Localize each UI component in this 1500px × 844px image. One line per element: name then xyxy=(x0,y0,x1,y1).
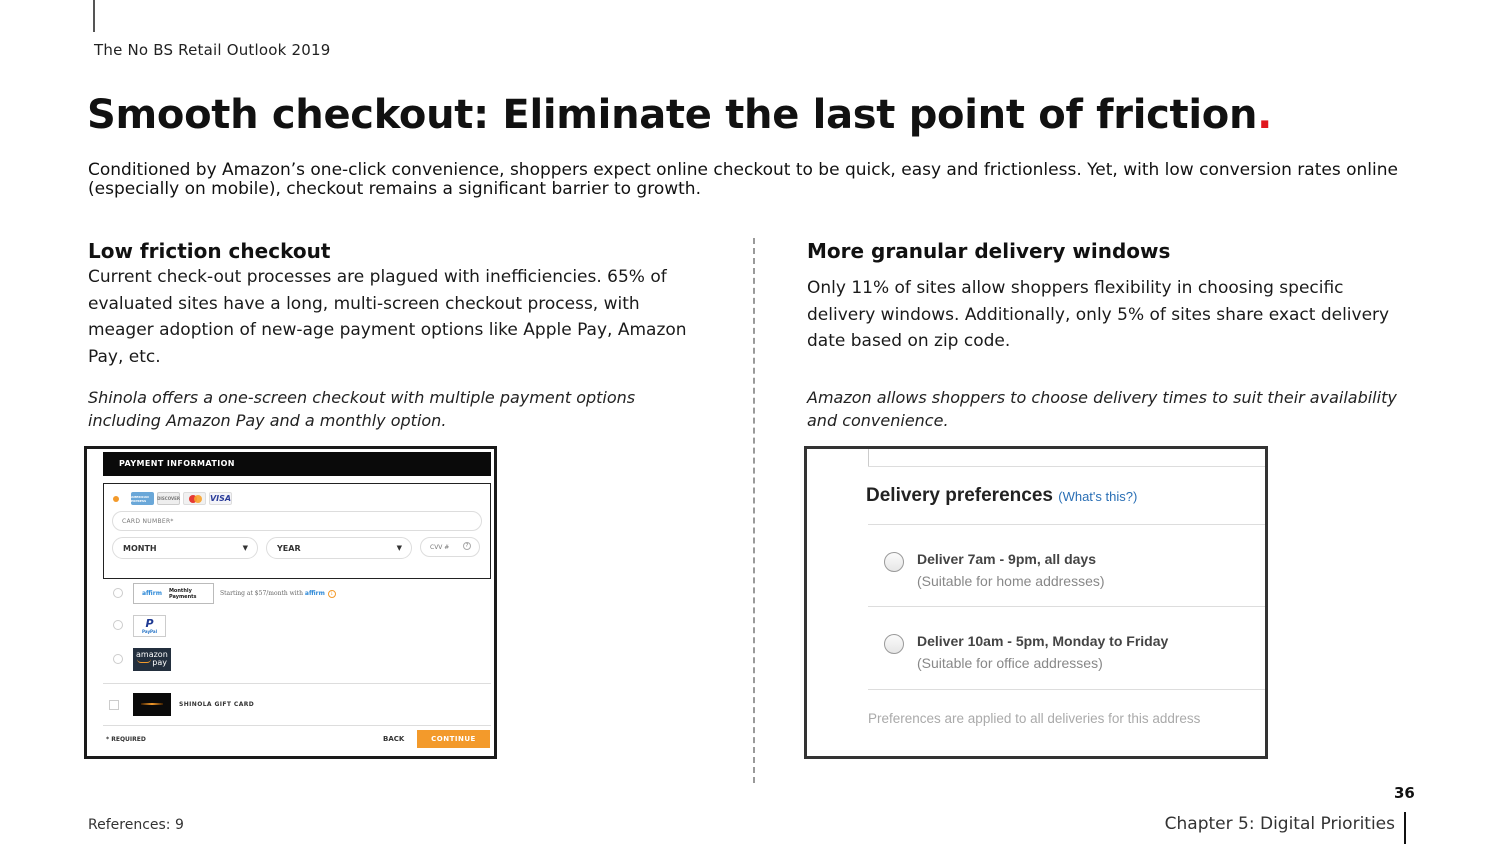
page-number: 36 xyxy=(1394,784,1415,802)
delivery-title-text: Delivery preferences xyxy=(866,485,1053,506)
affirm-logo-icon: affirm xyxy=(142,590,162,597)
divider xyxy=(868,606,1268,607)
affirm-note-text: Starting at $57/month with xyxy=(220,590,303,597)
card-radio-selected[interactable] xyxy=(113,496,119,502)
divider xyxy=(103,683,491,684)
discover-logo-icon: DISCOVER xyxy=(157,492,180,505)
right-section-title: More granular delivery windows xyxy=(807,239,1171,263)
paypal-text: PayPal xyxy=(142,628,157,634)
continue-button[interactable]: CONTINUE xyxy=(417,730,490,748)
back-button[interactable]: BACK xyxy=(383,735,405,743)
info-icon[interactable]: i xyxy=(328,590,336,598)
chevron-down-icon: ▼ xyxy=(242,544,248,552)
chevron-down-icon: ▼ xyxy=(396,544,402,552)
payment-form-screenshot xyxy=(84,446,497,759)
amazon-pay-logo-text: amazon xyxy=(136,650,168,659)
month-select-value: MONTH xyxy=(123,544,157,553)
gift-card-checkbox[interactable] xyxy=(109,700,119,710)
help-icon[interactable]: ? xyxy=(463,542,471,550)
left-section-body: Current check-out processes are plagued with inefficiencies. 65% of evaluated sites have a long, multi-screen checkout process, with meager adoption of new-age payment options like Apple Pay, Amazon Pay, etc. xyxy=(88,267,687,367)
intro-paragraph: Conditioned by Amazon’s one-click convenience, shoppers expect online checkout to be quick, easy and frictionless. Yet, with low conversion rates online (especially on mobile), checkout remains a significant barrier to growth. xyxy=(88,160,1398,199)
left-caption: Shinola offers a one-screen checkout with multiple payment options including Amazon Pay and a monthly option. xyxy=(88,388,636,430)
paypal-radio[interactable] xyxy=(113,620,123,630)
column-divider xyxy=(753,238,755,783)
delivery-option-subtitle: (Suitable for home addresses) xyxy=(917,573,1105,589)
affirm-note-logo: affirm xyxy=(304,590,325,597)
gift-card-image xyxy=(133,693,171,716)
card-logos xyxy=(131,492,232,505)
paypal-option[interactable] xyxy=(133,615,166,637)
divider xyxy=(868,524,1268,525)
month-select[interactable] xyxy=(112,537,258,559)
top-rule xyxy=(93,0,95,32)
delivery-preferences-screenshot xyxy=(804,446,1268,759)
delivery-option-radio[interactable] xyxy=(884,552,904,572)
delivery-option-title: Deliver 7am - 9pm, all days xyxy=(917,551,1096,567)
divider xyxy=(868,449,869,467)
mastercard-logo-icon xyxy=(183,492,206,505)
right-caption: Amazon allows shoppers to choose delivery times to suit their availability and convenience. xyxy=(807,388,1397,430)
amex-logo-icon: AMERICAN EXPRESS xyxy=(131,492,154,505)
divider xyxy=(868,466,1268,467)
credit-card-option xyxy=(103,483,491,579)
amazon-pay-radio[interactable] xyxy=(113,654,123,664)
year-select[interactable] xyxy=(266,537,412,559)
delivery-preferences-title xyxy=(866,485,1137,507)
delivery-option-title: Deliver 10am - 5pm, Monday to Friday xyxy=(917,633,1169,649)
required-note: * REQUIRED xyxy=(106,736,146,743)
cvv-input[interactable] xyxy=(420,537,480,557)
amazon-smile-icon xyxy=(137,659,151,663)
amazon-pay-option[interactable] xyxy=(133,648,171,671)
visa-logo-icon: VISA xyxy=(209,494,232,503)
delivery-footer-note: Preferences are applied to all deliveries for this address xyxy=(868,711,1201,726)
delivery-option-radio[interactable] xyxy=(884,634,904,654)
left-section-title: Low friction checkout xyxy=(88,239,331,263)
chapter-label: Chapter 5: Digital Priorities xyxy=(1164,814,1395,834)
headline-text: Smooth checkout: Eliminate the last point of friction xyxy=(87,92,1258,138)
affirm-option[interactable] xyxy=(133,583,214,604)
page-headline xyxy=(87,92,1272,138)
card-number-input[interactable]: CARD NUMBER* xyxy=(112,511,482,531)
right-section-body: Only 11% of sites allow shoppers flexibility in choosing specific delivery windows. Additionally, only 5% of sites share exact delivery date based on zip code. xyxy=(807,278,1390,351)
amazon-pay-word: pay xyxy=(152,658,167,667)
payment-header: PAYMENT INFORMATION xyxy=(103,452,491,476)
bottom-rule xyxy=(1404,812,1406,844)
year-select-value: YEAR xyxy=(277,544,301,553)
affirm-label: Monthly Payments xyxy=(168,587,197,600)
delivery-option-subtitle: (Suitable for office addresses) xyxy=(917,655,1103,671)
right-column xyxy=(807,238,1397,355)
gift-card-label: SHINOLA GIFT CARD xyxy=(179,701,255,708)
affirm-radio[interactable] xyxy=(113,588,123,598)
references-note: References: 9 xyxy=(88,817,184,833)
divider xyxy=(103,725,491,726)
affirm-note xyxy=(220,590,336,598)
left-column xyxy=(88,238,708,370)
whats-this-link[interactable]: (What's this?) xyxy=(1058,489,1138,504)
divider xyxy=(868,689,1268,690)
headline-dot: . xyxy=(1257,92,1273,138)
paypal-logo-icon: P xyxy=(145,616,154,630)
doc-title: The No BS Retail Outlook 2019 xyxy=(94,41,331,59)
cvv-placeholder: CVV # xyxy=(430,544,450,551)
